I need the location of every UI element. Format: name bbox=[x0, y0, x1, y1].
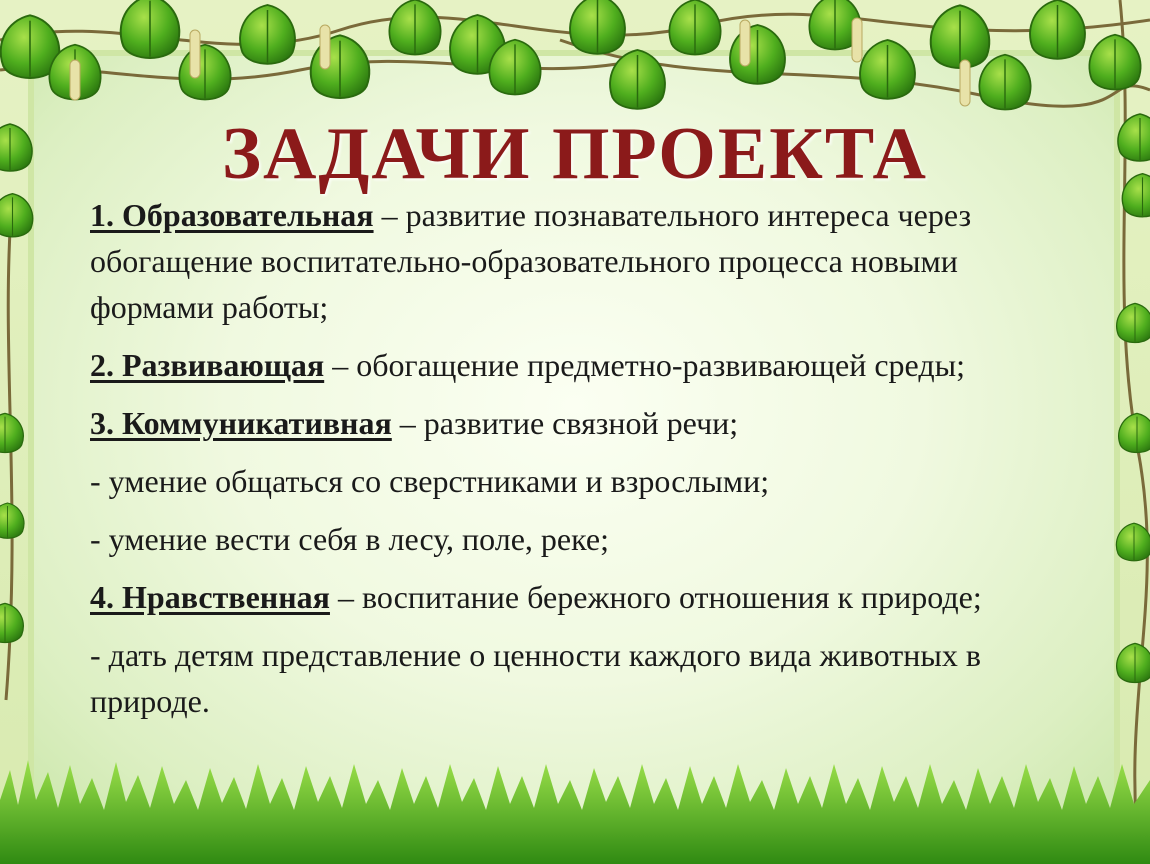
task-subitem bbox=[90, 516, 1060, 562]
task-item-developing bbox=[90, 342, 1060, 388]
task-text: – обогащение предметно-развивающей среды; bbox=[324, 347, 965, 383]
task-text: – воспитание бережного отношения к природе; bbox=[329, 579, 982, 615]
task-item-communicative bbox=[90, 400, 1060, 446]
task-subitem bbox=[90, 632, 1060, 724]
tasks-list bbox=[90, 192, 1060, 736]
task-label: 3. Коммуникативная bbox=[90, 405, 392, 441]
task-item-moral bbox=[90, 574, 1060, 620]
task-label: 4. Нравственная bbox=[90, 579, 330, 615]
task-text: – развитие связной речи; bbox=[391, 405, 739, 441]
task-text: - умение общаться со сверстниками и взрослыми; bbox=[90, 463, 770, 499]
task-text: – развитие познавательного интереса через обогащение воспитательно-образовательного процесса новыми формами работы; bbox=[90, 197, 972, 325]
task-label: 1. Образовательная bbox=[90, 197, 374, 233]
task-label: 2. Развивающая bbox=[90, 347, 325, 383]
task-subitem bbox=[90, 458, 1060, 504]
task-text: - умение вести себя в лесу, поле, реке; bbox=[90, 521, 609, 557]
slide-title: ЗАДАЧИ ПРОЕКТА bbox=[222, 113, 928, 195]
task-item-educational bbox=[90, 192, 1060, 330]
task-text: - дать детям представление о ценности каждого вида животных в природе. bbox=[90, 637, 981, 719]
